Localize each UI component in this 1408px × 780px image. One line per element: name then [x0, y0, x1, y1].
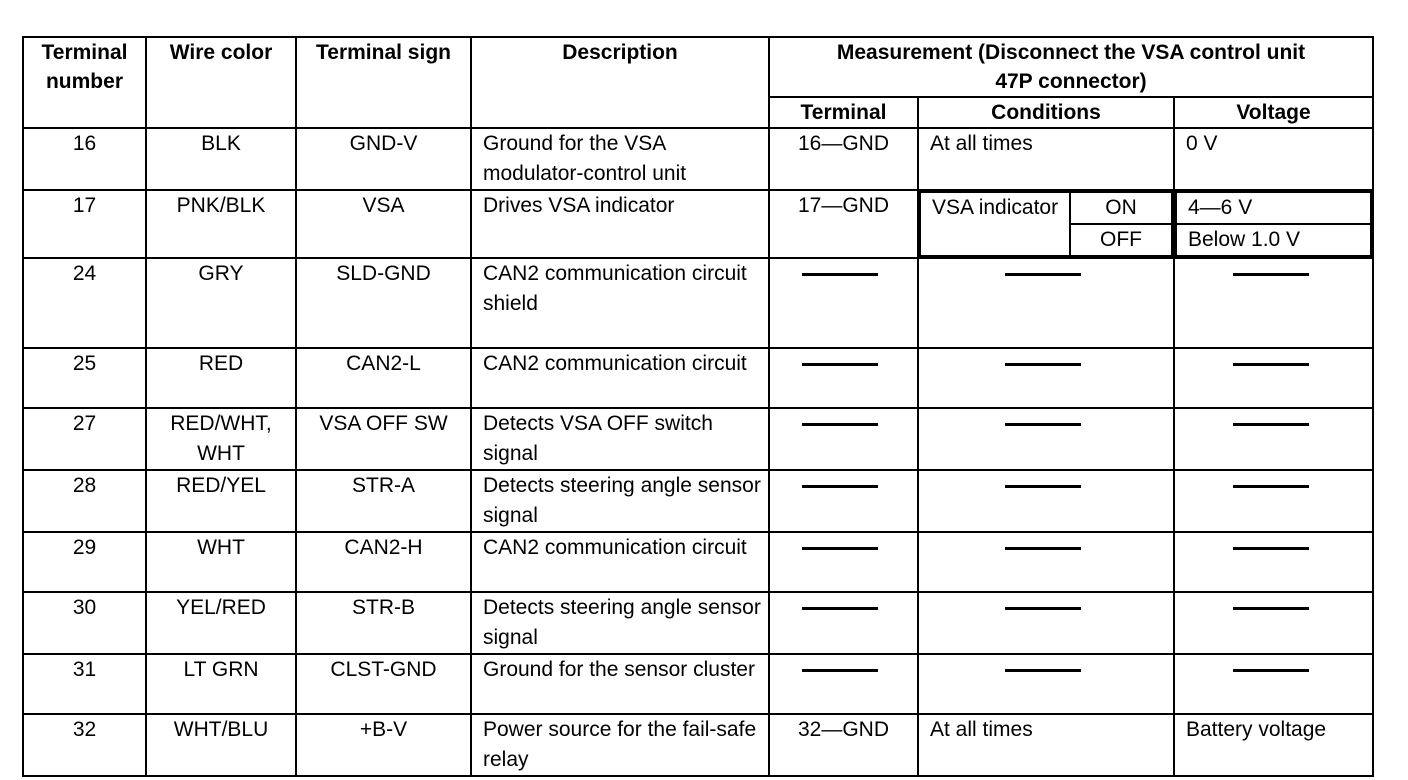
terminal-sign: VSA OFF SW: [296, 408, 471, 470]
voltage: 0 V: [1174, 128, 1373, 190]
wire-color: PNK/BLK: [146, 190, 296, 258]
dash-icon: [1005, 669, 1081, 672]
wire-color: WHT/BLU: [146, 714, 296, 776]
description: Detects steering angle sensor signal: [471, 470, 769, 532]
table-row: [23, 470, 1373, 532]
header-terminal: Terminal: [769, 97, 918, 128]
voltage: Battery voltage: [1174, 714, 1373, 776]
voltage: [1174, 654, 1373, 714]
table-row: [23, 258, 1373, 348]
terminal-number: 31: [23, 654, 146, 714]
state-on: ON: [1070, 192, 1172, 224]
dash-icon: [802, 363, 878, 366]
dash-icon: [1005, 547, 1081, 550]
wire-color: RED/WHT, WHT: [146, 408, 296, 470]
table-row: [23, 408, 1373, 470]
terminal-number: 16: [23, 128, 146, 190]
terminal-sign: CAN2-H: [296, 532, 471, 592]
measure-terminal: [769, 258, 918, 348]
condition-split: [918, 190, 1174, 258]
voltage-on: 4—6 V: [1176, 192, 1371, 224]
table-row: [23, 654, 1373, 714]
dash-icon: [802, 273, 878, 276]
header-measurement: Measurement (Disconnect the VSA control unit 47P connector): [769, 37, 1373, 97]
condition: VSA indicator: [920, 192, 1070, 256]
terminal-sign: VSA: [296, 190, 471, 258]
description: Ground for the VSA modulator-control unit: [471, 128, 769, 190]
header-terminal-sign: Terminal sign: [296, 37, 471, 128]
terminal-number: 30: [23, 592, 146, 654]
wire-color: RED/YEL: [146, 470, 296, 532]
wire-color: WHT: [146, 532, 296, 592]
wire-color: YEL/RED: [146, 592, 296, 654]
wire-color: RED: [146, 348, 296, 408]
condition: [918, 532, 1174, 592]
terminal-sign: GND-V: [296, 128, 471, 190]
dash-icon: [1233, 485, 1309, 488]
terminal-number: 25: [23, 348, 146, 408]
dash-icon: [1005, 423, 1081, 426]
dash-icon: [1233, 607, 1309, 610]
measure-terminal: [769, 408, 918, 470]
terminal-sign: CLST-GND: [296, 654, 471, 714]
measure-terminal: [769, 470, 918, 532]
description: CAN2 communication circuit: [471, 532, 769, 592]
header-wire-color: Wire color: [146, 37, 296, 128]
dash-icon: [1233, 669, 1309, 672]
measure-terminal: [769, 348, 918, 408]
dash-icon: [1233, 547, 1309, 550]
terminal-sign: STR-B: [296, 592, 471, 654]
table-row: [23, 190, 1373, 258]
table-row: [23, 592, 1373, 654]
condition: At all times: [918, 128, 1174, 190]
wire-color: GRY: [146, 258, 296, 348]
description: CAN2 communication circuit: [471, 348, 769, 408]
description: Detects steering angle sensor signal: [471, 592, 769, 654]
terminal-number: 32: [23, 714, 146, 776]
condition: [918, 258, 1174, 348]
terminal-number: 17: [23, 190, 146, 258]
table-row: [23, 714, 1373, 776]
dash-icon: [1233, 273, 1309, 276]
condition: [918, 348, 1174, 408]
terminal-number: 24: [23, 258, 146, 348]
dash-icon: [802, 547, 878, 550]
voltage: [1174, 470, 1373, 532]
voltage: [1174, 348, 1373, 408]
voltage: [1174, 408, 1373, 470]
table-row: [23, 128, 1373, 190]
measure-terminal: [769, 532, 918, 592]
header-voltage: Voltage: [1174, 97, 1373, 128]
terminal-table: [22, 36, 1374, 777]
state-off: OFF: [1070, 224, 1172, 256]
voltage-off: Below 1.0 V: [1176, 224, 1371, 256]
header-description: Description: [471, 37, 769, 128]
dash-icon: [802, 669, 878, 672]
description: Drives VSA indicator: [471, 190, 769, 258]
terminal-number: 27: [23, 408, 146, 470]
terminal-sign: +B-V: [296, 714, 471, 776]
condition: At all times: [918, 714, 1174, 776]
voltage: [1174, 258, 1373, 348]
voltage: [1174, 592, 1373, 654]
terminal-number: 29: [23, 532, 146, 592]
dash-icon: [1233, 363, 1309, 366]
description: Power source for the fail-safe relay: [471, 714, 769, 776]
description: Ground for the sensor cluster: [471, 654, 769, 714]
measure-terminal: 16—GND: [769, 128, 918, 190]
dash-icon: [1005, 607, 1081, 610]
dash-icon: [802, 485, 878, 488]
dash-icon: [1005, 273, 1081, 276]
description: Detects VSA OFF switch signal: [471, 408, 769, 470]
wire-color: BLK: [146, 128, 296, 190]
measure-terminal: 17—GND: [769, 190, 918, 258]
dash-icon: [802, 607, 878, 610]
table-row: [23, 532, 1373, 592]
voltage: [1174, 532, 1373, 592]
dash-icon: [1233, 423, 1309, 426]
condition: [918, 654, 1174, 714]
terminal-sign: SLD-GND: [296, 258, 471, 348]
description: CAN2 communication circuit shield: [471, 258, 769, 348]
terminal-sign: STR-A: [296, 470, 471, 532]
terminal-sign: CAN2-L: [296, 348, 471, 408]
voltage-split: [1174, 190, 1373, 258]
table-row: [23, 348, 1373, 408]
wire-color: LT GRN: [146, 654, 296, 714]
dash-icon: [1005, 485, 1081, 488]
condition: [918, 592, 1174, 654]
measure-terminal: [769, 592, 918, 654]
measure-terminal: 32—GND: [769, 714, 918, 776]
dash-icon: [1005, 363, 1081, 366]
condition: [918, 408, 1174, 470]
terminal-number: 28: [23, 470, 146, 532]
measure-terminal: [769, 654, 918, 714]
condition: [918, 470, 1174, 532]
dash-icon: [802, 423, 878, 426]
header-conditions: Conditions: [918, 97, 1174, 128]
header-terminal-number: Terminal number: [23, 37, 146, 128]
